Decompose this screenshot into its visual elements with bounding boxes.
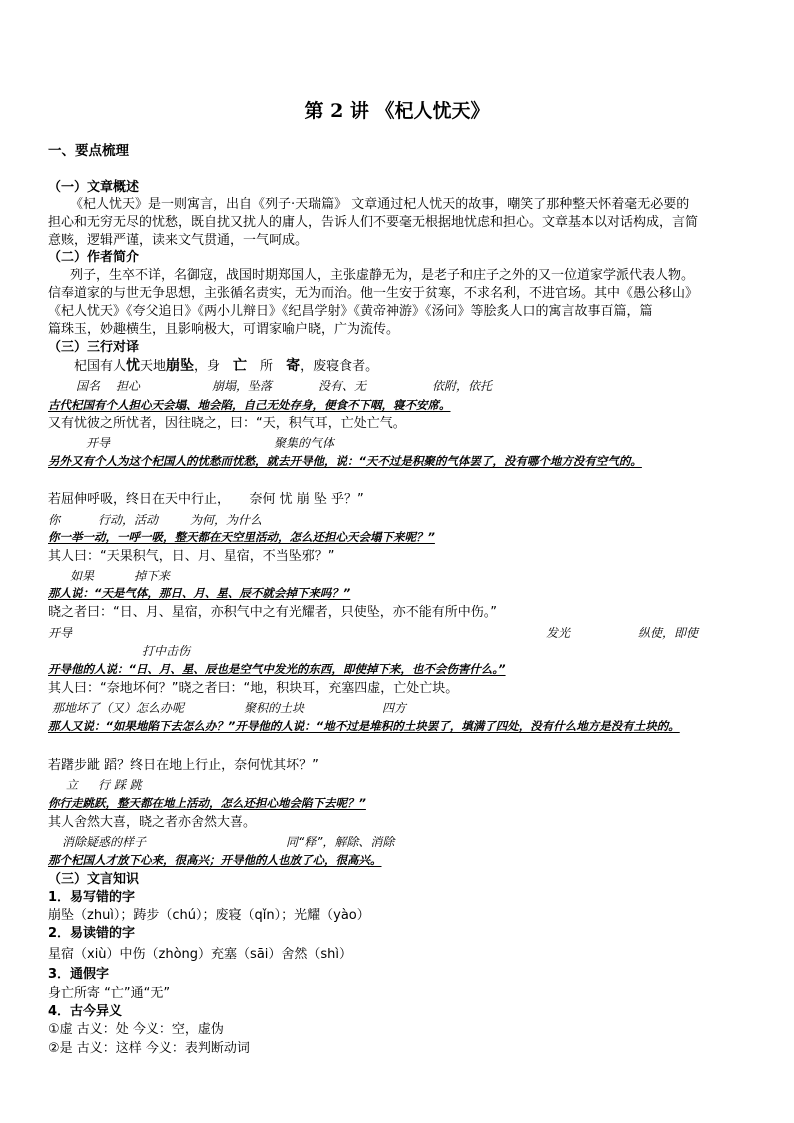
gloss: 崩塌，坠落 xyxy=(212,379,273,393)
gloss: 开导 xyxy=(86,436,111,450)
key-char: 崩坠 xyxy=(166,358,195,374)
text-segment: 天地 xyxy=(140,359,167,374)
gloss: 如果 xyxy=(70,569,95,583)
subheading-interchangeable: 3．通假字 xyxy=(48,967,110,982)
heading-author: （二）作者简介 xyxy=(48,250,140,265)
author-line-2: 信奉道家的与世无争思想，主张循名责实，无为而治。他一生安于贫寒，不求名利，不进官场。其中《愚公移山》 xyxy=(48,286,699,301)
gloss: 聚积的土块 xyxy=(244,701,305,715)
original-line-8: 其人舍然大喜，晓之者亦舍然大喜。 xyxy=(48,815,257,830)
page-title: 第 2 讲 《杞人忧天》 xyxy=(304,100,490,122)
original-line-5: 晓之者曰：“日、月、星宿，亦积气中之有光耀者，只使坠，亦不能有所中伤。” xyxy=(48,605,497,620)
author-line-1: 列子，生卒不详，名御寇，战国时期郑国人，主张虚静无为，是老子和庄子之外的又一位道家学派代表人物。 xyxy=(70,268,695,283)
original-line-6: 其人曰：“奈地坏何？”晓之者曰：“地，积块耳，充塞四虚，亡处亡块。 xyxy=(48,681,459,696)
original-line-2: 又有忧彼之所忧者，因往晓之，曰：“天，积气耳，亡处亡气。 xyxy=(48,416,406,431)
misread-chars: 星宿（xiù）中伤（zhòng）充塞（sāi）舍然（shì） xyxy=(48,947,353,962)
translation: 古代杞国有个人担心天会塌、地会陷，自己无处存身，便食不下咽，寝不安席。 xyxy=(48,398,451,412)
subheading-misread: 2．易读错的字 xyxy=(48,926,136,941)
gloss: 那地坏了（又）怎么办呢 xyxy=(52,701,185,715)
key-char: 亡 xyxy=(233,358,248,374)
subheading-miswritten: 1．易写错的字 xyxy=(48,890,136,905)
original-line-1 xyxy=(74,357,754,376)
translation: 你行走跳跃，整天都在地上活动，怎么还担心地会陷下去呢？” xyxy=(48,796,366,810)
gloss: 依附，依托 xyxy=(432,379,493,393)
overview-line-2: 担心和无穷无尽的忧愁，既自扰又扰人的庸人，告诉人们不要毫无根据地忧虑和担心。文章基本以对话构成，言简 xyxy=(48,215,699,230)
key-char: 寄 xyxy=(286,358,301,374)
interchangeable-chars: 身亡所寄 “亡”通“无” xyxy=(48,986,171,1001)
gloss: 行动，活动 xyxy=(98,513,159,527)
translation: 那人说：“天是气体，那日、月、星、辰不就会掉下来吗？” xyxy=(48,586,351,600)
miswritten-chars: 崩坠（zhuì）；踌步（chú）；废寝（qǐn）；光耀（yào） xyxy=(48,908,370,923)
gloss: 消除疑惑的样子 xyxy=(62,835,147,849)
author-line-4: 篇珠玉，妙趣横生，且影响极大，可谓家喻户晓，广为流传。 xyxy=(48,322,400,337)
gloss: 担心 xyxy=(116,379,141,393)
text-segment: ，身 xyxy=(194,359,234,374)
gloss: 行 踩 跳 xyxy=(98,778,142,792)
translation: 你一举一动，一呼一吸，整天都在天空里活动，怎么还担心天会塌下来呢？” xyxy=(48,530,435,544)
gloss: 纵使，即使 xyxy=(638,626,699,640)
key-char: 忧 xyxy=(126,358,141,374)
heading-overview: （一）文章概述 xyxy=(48,180,140,195)
translation: 另外又有个人为这个杞国人的忧愁而忧愁，就去开导他，说：“天不过是积聚的气体罢了，没有哪个地方没有空气的。 xyxy=(48,454,642,468)
gloss: 国名 xyxy=(76,379,101,393)
ancient-modern-item-2: ②是 古义：这样 今义：表判断动词 xyxy=(48,1041,250,1056)
gloss: 同“释”，解除、消除 xyxy=(286,835,395,849)
heading-translation: （三）三行对译 xyxy=(48,340,140,355)
overview-line-1: 《杞人忧天》是一则寓言，出自《列子·天瑞篇》 文章通过杞人忧天的故事，嘲笑了那种整天怀着毫无必要的 xyxy=(70,197,690,212)
gloss: 打中击伤 xyxy=(142,644,191,658)
heading-classical-knowledge: （三）文言知识 xyxy=(48,872,140,887)
translation: 开导他的人说：“日、月、星、辰也是空气中发光的东西，即使掉下来，也不会伤害什么。” xyxy=(48,662,506,676)
gloss: 四方 xyxy=(382,701,407,715)
translation: 那个杞国人才放下心来，很高兴；开导他的人也放了心，很高兴。 xyxy=(48,853,382,867)
section-heading-key-points: 一、要点梳理 xyxy=(48,143,129,159)
gloss: 没有、无 xyxy=(318,379,367,393)
subheading-ancient-modern: 4．古今异义 xyxy=(48,1004,123,1019)
text-segment: ，废寝食者。 xyxy=(300,359,379,374)
gloss: 立 xyxy=(66,778,79,792)
gloss: 开导 xyxy=(48,626,73,640)
gloss: 为何，为什么 xyxy=(190,513,263,527)
translation: 那人又说：“如果地陷下去怎么办？”开导他的人说：“地不过是堆积的土块罢了，填满了四处，没有什么地方是没有土块的。 xyxy=(48,719,680,733)
gloss: 你 xyxy=(48,513,61,527)
ancient-modern-item-1: ①虚 古义：处 今义：空，虚伪 xyxy=(48,1022,224,1037)
original-line-3: 若屈伸呼吸，终日在天中行止， 奈何 忧 崩 坠 乎？” xyxy=(48,492,364,507)
text-segment: 杞国有人 xyxy=(74,359,127,374)
gloss: 掉下来 xyxy=(134,569,171,583)
gloss: 聚集的气体 xyxy=(274,436,335,450)
original-line-7: 若躇步跐 蹈？终日在地上行止，奈何忧其坏？” xyxy=(48,758,319,773)
gloss: 发光 xyxy=(546,626,571,640)
author-line-3: 《杞人忧天》《夸父追日》《两小儿辩日》《纪昌学射》《黄帝神游》《汤问》等脍炙人口的寓言故事百篇，篇 xyxy=(48,304,653,319)
overview-line-3: 意赅，逻辑严谨，读来文气贯通，一气呵成。 xyxy=(48,233,309,248)
text-segment: 所 xyxy=(247,359,287,374)
original-line-4: 其人曰：“天果积气，日、月、星宿，不当坠邪？” xyxy=(48,549,335,564)
